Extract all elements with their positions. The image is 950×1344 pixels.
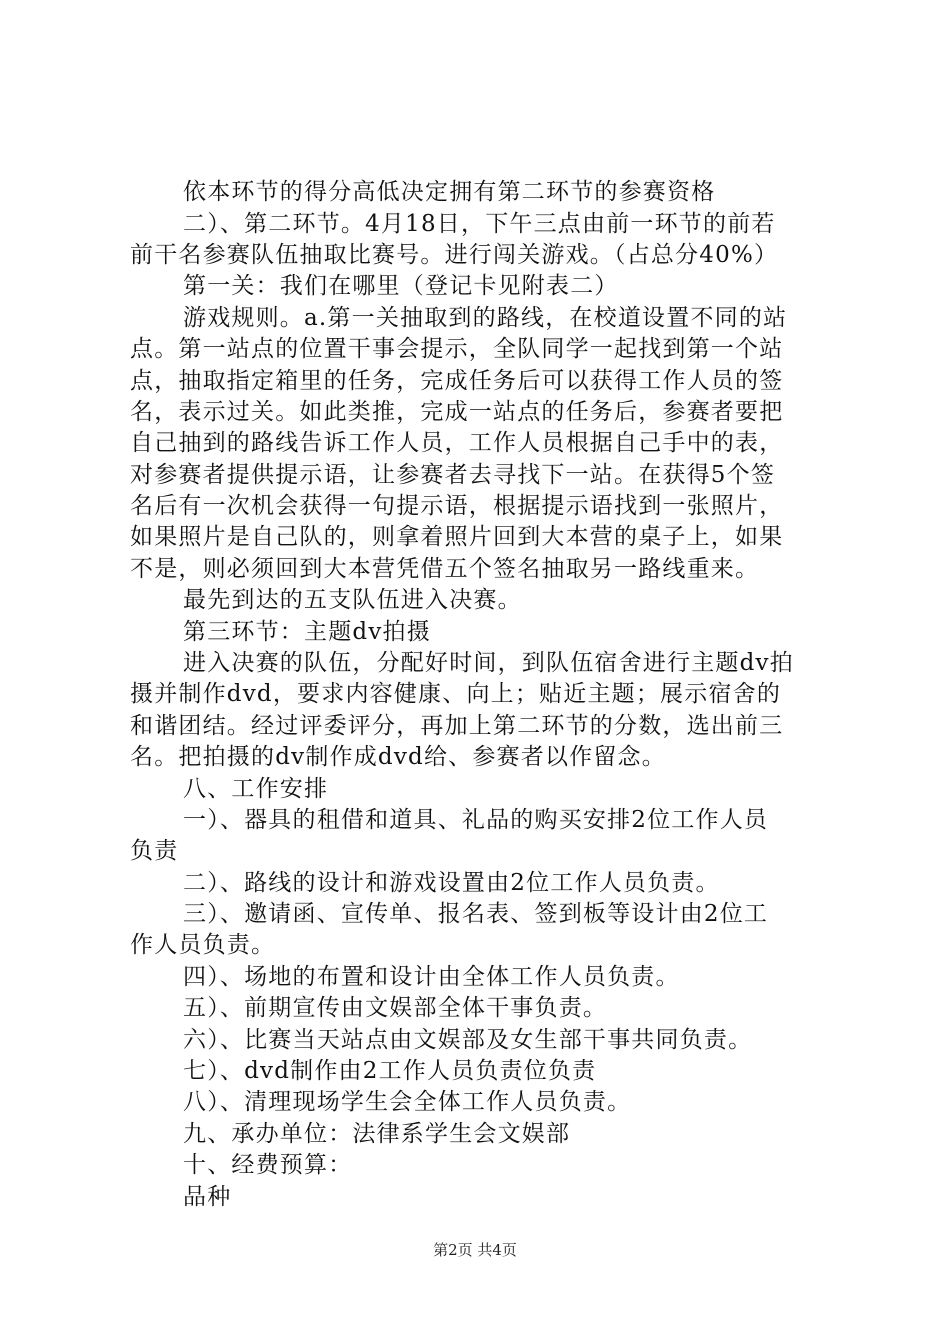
section-heading: 八、工作安排 [183,776,329,802]
paragraph-line: 第一关：我们在哪里（登记卡见附表二） [183,273,619,299]
section-heading: 十、经费预算： [183,1152,353,1178]
paragraph-line: 依本环节的得分高低决定拥有第二环节的参赛资格 [183,179,716,205]
paragraph-line: 品种 [183,1184,232,1210]
paragraph-line: 名，表示过关。如此类推，完成一站点的任务后，参赛者要把 [130,399,784,425]
paragraph-line: 名。把拍摄的dv制作成dvd给、参赛者以作留念。 [130,744,666,770]
paragraph-line: 和谐团结。经过评委评分，再加上第二环节的分数，选出前三 [130,713,784,739]
paragraph-line: 进入决赛的队伍，分配好时间，到队伍宿舍进行主题dv拍 [183,650,794,676]
paragraph-line: 对参赛者提供提示语，让参赛者去寻找下一站。在获得5个签 [130,462,776,488]
paragraph-line: 如果照片是自己队的，则拿着照片回到大本营的桌子上，如果 [130,524,784,550]
paragraph-line: 点，抽取指定箱里的任务，完成任务后可以获得工作人员的签 [130,368,784,394]
paragraph-line: 最先到达的五支队伍进入决赛。 [183,587,522,613]
paragraph-line: 不是，则必须回到大本营凭借五个签名抽取另一路线重来。 [130,556,760,582]
page-number-footer: 第2页 共4页 [433,1241,517,1259]
paragraph-line: 三）、邀请函、宣传单、报名表、签到板等设计由2位工 [183,901,769,927]
paragraph-line: 五）、前期宣传由文娱部全体干事负责。 [183,995,608,1021]
paragraph-line: 游戏规则。a.第一关抽取到的路线，在校道设置不同的站 [183,305,788,331]
paragraph-line: 二）、路线的设计和游戏设置由2位工作人员负责。 [183,870,720,896]
paragraph-line: 四）、场地的布置和设计由全体工作人员负责。 [183,964,680,990]
paragraph-line: 八）、清理现场学生会全体工作人员负责。 [183,1089,632,1115]
paragraph-line: 名后有一次机会获得一句提示语，根据提示语找到一张照片， [130,493,784,519]
paragraph-line: 摄并制作dvd，要求内容健康、向上；贴近主题；展示宿舍的 [130,681,782,707]
paragraph-line: 六）、比赛当天站点由文娱部及女生部干事共同负责。 [183,1027,753,1053]
section-heading: 第三环节：主题dv拍摄 [183,619,431,645]
paragraph-line: 点。第一站点的位置干事会提示，全队同学一起找到第一个站 [130,336,784,362]
paragraph-line: 七）、dvd制作由2工作人员负责位负责 [183,1058,597,1084]
paragraph-line: 一）、器具的租借和道具、礼品的购买安排2位工作人员 [183,807,769,833]
paragraph-line: 负责 [130,838,179,864]
paragraph-line: 自己抽到的路线告诉工作人员，工作人员根据自己手中的表， [130,430,784,456]
paragraph-line: 二）、第二环节。4月18日，下午三点由前一环节的前若 [183,211,776,237]
section-heading: 九、承办单位：法律系学生会文娱部 [183,1121,571,1147]
paragraph-line: 作人员负责。 [130,932,276,958]
paragraph-line: 前干名参赛队伍抽取比赛号。进行闯关游戏。（占总分40%） [130,242,779,268]
